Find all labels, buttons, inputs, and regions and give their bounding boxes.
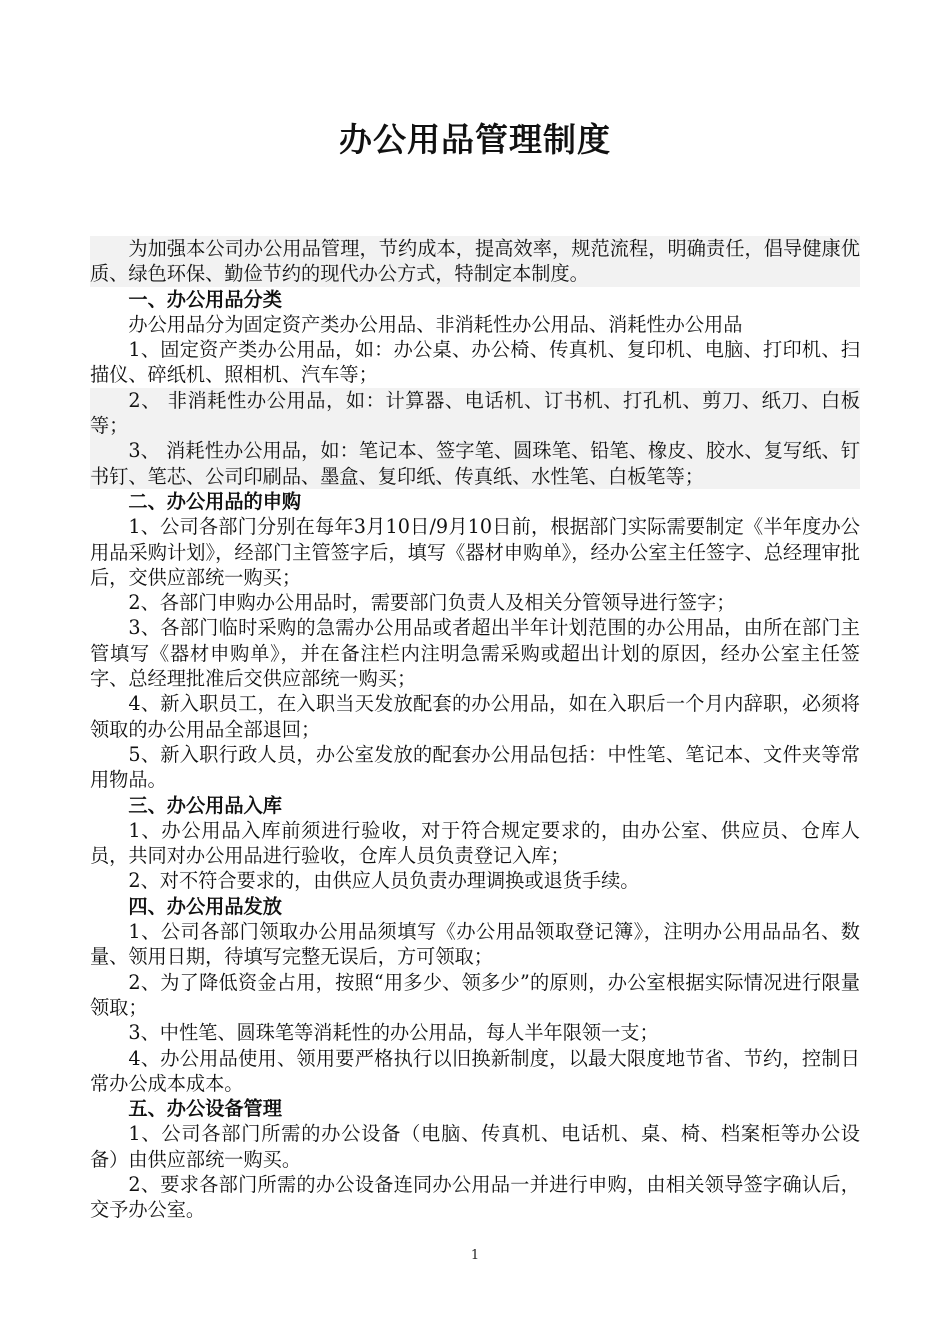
paragraph: 1、办公用品入库前须进行验收，对于符合规定要求的，由办公室、供应员、仓库人员，共同对办公用品进行验收，仓库人员负责登记入库；	[90, 818, 860, 868]
paragraph: 3、中性笔、圆珠笔等消耗性的办公用品，每人半年限领一支；	[128, 1021, 659, 1045]
intro-paragraph: 为加强本公司办公用品管理，节约成本，提高效率，规范流程，明确责任，倡导健康优质、绿色环保、勤俭节约的现代办公方式，特制定本制度。	[90, 237, 860, 286]
paragraph: 4、办公用品使用、领用要严格执行以旧换新制度，以最大限度地节省、节约，控制日常办公成本成本。	[90, 1046, 860, 1095]
paragraph: 1、固定资产类办公用品，如：办公桌、办公椅、传真机、复印机、电脑、打印机、扫描仪、碎纸机、照相机、汽车等；	[90, 338, 860, 387]
section-heading-3: 三、办公用品入库	[128, 793, 282, 817]
paragraph: 2、对不符合要求的，由供应人员负责办理调换或退货手续。	[128, 869, 640, 893]
paragraph: 5、新入职行政人员，办公室发放的配套办公用品包括：中性笔、笔记本、文件夹等常用物品。	[90, 742, 860, 792]
section-heading-1: 一、办公用品分类	[128, 287, 282, 311]
paragraph: 4、新入职员工，在入职当天发放配套的办公用品，如在入职后一个月内辞职，必须将领取的办公用品全部退回；	[90, 692, 860, 741]
paragraph: 1、公司各部门所需的办公设备（电脑、传真机、电话机、桌、椅、档案柜等办公设备）由供应部统一购买。	[90, 1122, 860, 1171]
section-heading-5: 五、办公设备管理	[128, 1097, 282, 1121]
paragraph: 2、 非消耗性办公用品，如：计算器、电话机、订书机、打孔机、剪刀、纸刀、白板等；	[90, 388, 860, 438]
paragraph: 2、要求各部门所需的办公设备连同办公用品一并进行申购，由相关领导签字确认后，交予办公室。	[90, 1172, 860, 1222]
page-number: 1	[470, 1248, 480, 1263]
document-title: 办公用品管理制度	[339, 120, 611, 159]
paragraph: 2、为了降低资金占用，按照“用多少、领多少”的原则，办公室根据实际情况进行限量领取；	[90, 970, 860, 1019]
paragraph: 2、各部门申购办公用品时，需要部门负责人及相关分管领导进行签字；	[128, 591, 736, 615]
document-body	[90, 236, 860, 1223]
paragraph: 1、公司各部门领取办公用品须填写《办公用品领取登记簿》，注明办公用品品名、数量、领用日期，待填写完整无误后，方可领取；	[90, 920, 860, 969]
paragraph: 3、 消耗性办公用品，如：笔记本、签字笔、圆珠笔、铅笔、橡皮、胶水、复写纸、钉书钉、笔芯、公司印刷品、墨盒、复印纸、传真纸、水性笔、白板笔等；	[90, 439, 860, 488]
section-heading-4: 四、办公用品发放	[128, 894, 282, 918]
paragraph: 3、各部门临时采购的急需办公用品或者超出半年计划范围的办公用品，由所在部门主管填写《器材申购单》，并在备注栏内注明急需采购或超出计划的原因，经办公室主任签字、总经理批准后交供应部统一购买；	[90, 616, 860, 691]
paragraph: 办公用品分为固定资产类办公用品、非消耗性办公用品、消耗性办公用品	[128, 312, 743, 336]
paragraph: 1、公司各部门分别在每年3月10日/9月10日前，根据部门实际需要制定《半年度办公用品采购计划》，经部门主管签字后，填写《器材申购单》，经办公室主任签字、总经理审批后，交供应部统一购买；	[90, 515, 860, 589]
section-heading-2: 二、办公用品的申购	[128, 489, 302, 513]
